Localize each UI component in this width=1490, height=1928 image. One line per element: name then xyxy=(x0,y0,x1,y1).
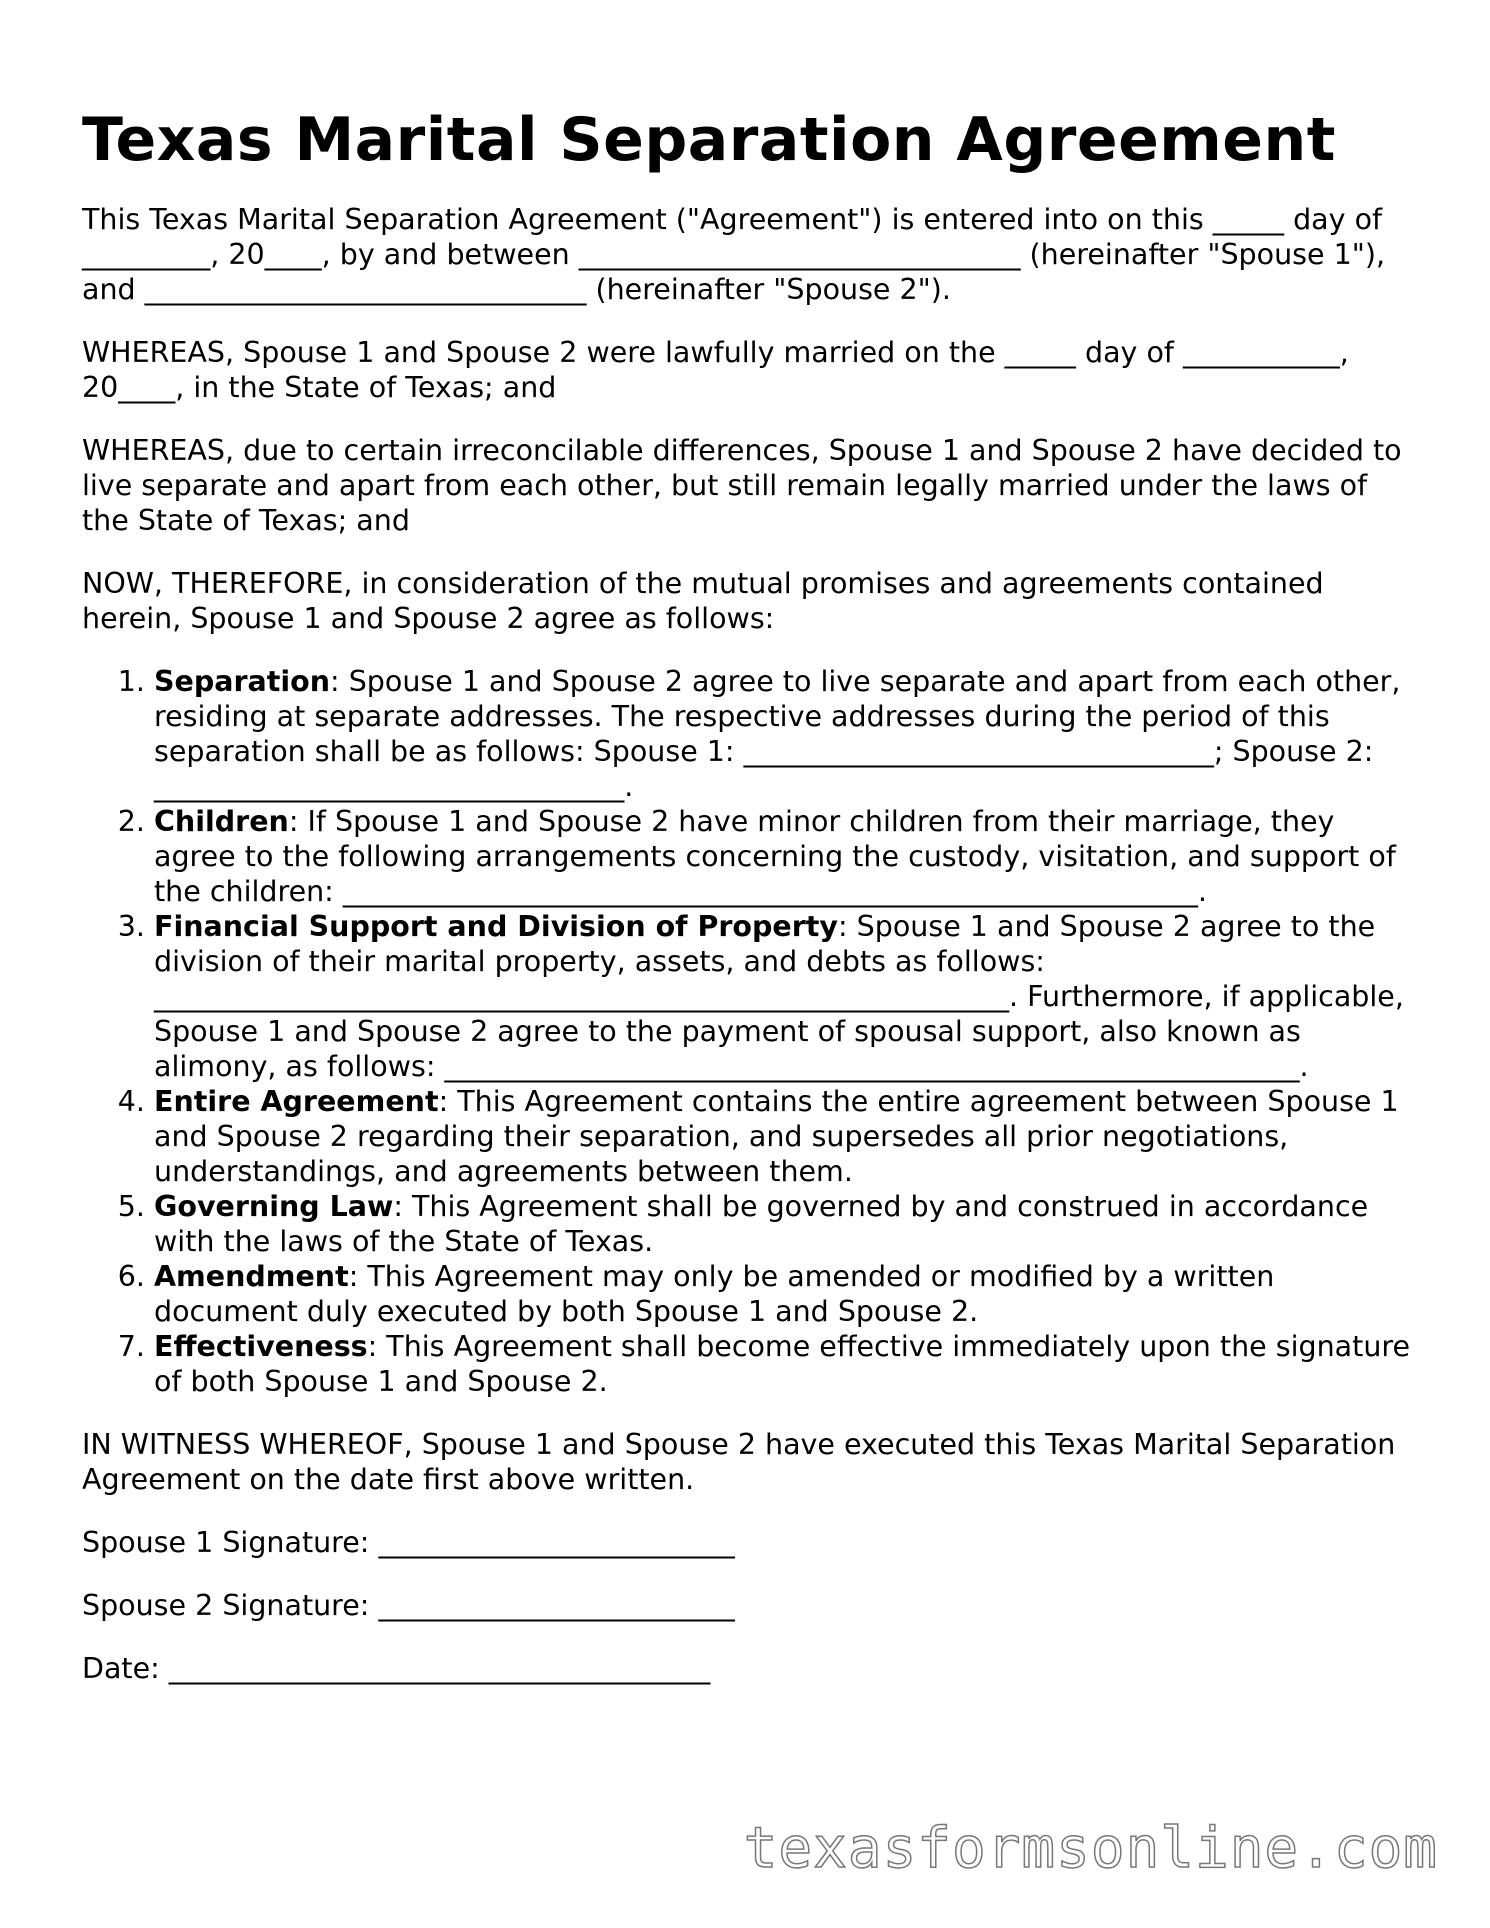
clause-effectiveness xyxy=(154,1329,1412,1399)
spouse-1-signature-line: Spouse 1 Signature: _________________________ xyxy=(82,1526,735,1559)
whereas-differences-paragraph: WHEREAS, due to certain irreconcilable differences, Spouse 1 and Spouse 2 have decided to live separate and apart from each other, but still remain legally married under the laws of the State of Texas; and xyxy=(82,434,1402,537)
whereas-married-paragraph: WHEREAS, Spouse 1 and Spouse 2 were lawfully married on the _____ day of ___________, 20____, in the State of Texas; and xyxy=(82,336,1349,404)
clause-entire-agreement xyxy=(154,1084,1412,1189)
date-line: Date: ______________________________________ xyxy=(82,1652,711,1685)
clause-amendment xyxy=(154,1259,1412,1329)
clause-heading: Entire Agreement xyxy=(154,1085,439,1118)
clauses-list xyxy=(82,664,1412,1399)
clause-heading: Separation xyxy=(154,665,331,698)
document-title: Texas Marital Separation Agreement xyxy=(82,105,1336,175)
witness-paragraph: IN WITNESS WHEREOF, Spouse 1 and Spouse 2 have executed this Texas Marital Separation Agreement on the date first above written. xyxy=(82,1428,1396,1496)
now-therefore-paragraph: NOW, THEREFORE, in consideration of the mutual promises and agreements contained herein, Spouse 1 and Spouse 2 agree as follows: xyxy=(82,567,1324,635)
clause-text: : Spouse 1 and Spouse 2 agree to the division of their marital property, assets, and debts as follows: ____________________________________________________________. Furthermore, if applicable, Spouse 1 and Spouse 2 agree to the payment of spousal support, also known as alimony, as follows: ____________________________________________________________. xyxy=(154,910,1404,1083)
document-page xyxy=(82,100,1412,1714)
clause-heading: Financial Support and Division of Property xyxy=(154,910,838,943)
clause-governing-law xyxy=(154,1189,1412,1259)
watermark-text: texasformsonline.com xyxy=(743,1816,1438,1881)
clause-text: : This Agreement shall be governed by and construed in accordance with the laws of the State of Texas. xyxy=(154,1190,1369,1258)
clause-children xyxy=(154,804,1412,909)
clause-text: : If Spouse 1 and Spouse 2 have minor children from their marriage, they agree to the following arrangements concerning the custody, visitation, and support of the children: ____________________________________________________________. xyxy=(154,805,1396,908)
clause-heading: Effectiveness xyxy=(154,1330,368,1363)
clause-heading: Amendment xyxy=(154,1260,349,1293)
clause-heading: Children xyxy=(154,805,289,838)
clause-heading: Governing Law xyxy=(154,1190,394,1223)
clause-financial-support xyxy=(154,909,1412,1084)
spouse-2-signature-line: Spouse 2 Signature: _________________________ xyxy=(82,1589,735,1622)
clause-text: : This Agreement shall become effective immediately upon the signature of both Spouse 1 and Spouse 2. xyxy=(154,1330,1411,1398)
intro-paragraph: This Texas Marital Separation Agreement ("Agreement") is entered into on this _____ day of _________, 20____, by and between _______________________________ (hereinafter "Spouse 1"), and _______________________________ (hereinafter "Spouse 2"). xyxy=(82,203,1386,306)
clause-text: : This Agreement may only be amended or modified by a written document duly executed by both Spouse 1 and Spouse 2. xyxy=(154,1260,1275,1328)
clause-separation xyxy=(154,664,1412,804)
clause-text: : This Agreement contains the entire agreement between Spouse 1 and Spouse 2 regarding their separation, and supersedes all prior negotiations, understandings, and agreements between them. xyxy=(154,1085,1399,1188)
clause-text: : Spouse 1 and Spouse 2 agree to live separate and apart from each other, residing at separate addresses. The respective addresses during the period of this separation shall be as follows: Spouse 1: _________________________________; Spouse 2: _________________________________. xyxy=(154,665,1401,803)
